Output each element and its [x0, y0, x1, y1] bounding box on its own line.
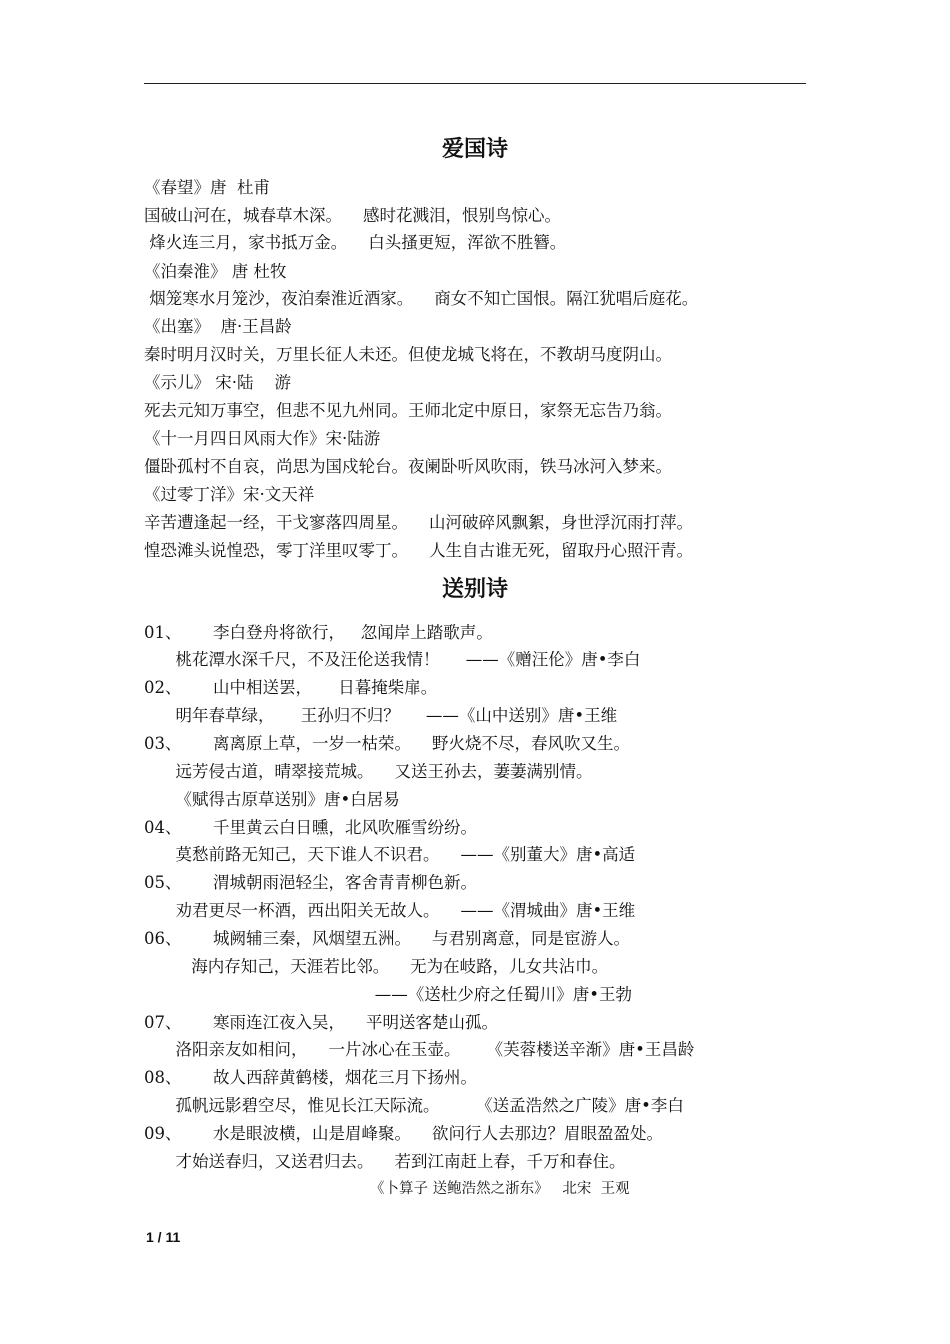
section-title-farewell: 送别诗 — [441, 577, 508, 602]
poem-line: 《泊秦淮》 唐 杜牧 — [144, 262, 287, 281]
poem-line: 明年春草绿， 王孙归不归？ ——《山中送别》唐•王维 — [144, 706, 618, 725]
poem-line: 08、 故人西辞黄鹤楼，烟花三月下扬州。 — [144, 1068, 477, 1087]
poem-line: 06、 城阙辅三秦，风烟望五洲。 与君别离意，同是宦游人。 — [144, 929, 630, 948]
poem-line: 烟笼寒水月笼沙，夜泊秦淮近酒家。 商女不知亡国恨。隔江犹唱后庭花。 — [144, 289, 699, 308]
poem-line: 04、 千里黄云白日曛，北风吹雁雪纷纷。 — [144, 818, 477, 837]
poem-attribution: 《卜算子 送鲍浩然之浙东》 北宋 王观 — [370, 1181, 630, 1197]
poem-line: 秦时明月汉时关，万里长征人未还。但使龙城飞将在，不教胡马度阴山。 — [144, 345, 672, 364]
poem-line: ——《送杜少府之任蜀川》唐•王勃 — [144, 985, 633, 1004]
poem-line: 07、 寒雨连江夜入吴， 平明送客楚山孤。 — [144, 1013, 498, 1032]
poem-line: 僵卧孤村不自哀，尚思为国戍轮台。夜阑卧听风吹雨，铁马冰河入梦来。 — [144, 457, 672, 476]
poem-line: 辛苦遭逢起一经，干戈寥落四周星。 山河破碎风飘絮，身世浮沉雨打萍。 — [144, 513, 693, 532]
poem-line: 死去元知万事空，但悲不见九州同。王师北定中原日，家祭无忘告乃翁。 — [144, 401, 672, 420]
poem-line: 海内存知己，天涯若比邻。 无为在岐路，儿女共沾巾。 — [144, 957, 609, 976]
poem-line: 洛阳亲友如相问， 一片冰心在玉壶。 《芙蓉楼送辛渐》唐•王昌龄 — [144, 1040, 695, 1059]
poem-line: 02、 山中相送罢， 日暮掩柴扉。 — [144, 678, 438, 697]
poem-line: 桃花潭水深千尺，不及汪伦送我情！ ——《赠汪伦》唐•李白 — [144, 650, 641, 669]
poem-line: 03、 离离原上草，一岁一枯荣。 野火烧不尽，春风吹又生。 — [144, 734, 630, 753]
poem-line: 05、 渭城朝雨浥轻尘，客舍青青柳色新。 — [144, 873, 477, 892]
poem-line: 莫愁前路无知己，天下谁人不识君。 ——《别董大》唐•高适 — [144, 845, 636, 864]
poem-line: 《十一月四日风雨大作》宋·陆游 — [144, 429, 381, 448]
poem-line: 《春望》唐 杜甫 — [144, 178, 270, 197]
poem-line: 劝君更尽一杯酒，西出阳关无故人。 ——《渭城曲》唐•王维 — [144, 901, 636, 920]
poem-line: 烽火连三月，家书抵万金。 白头搔更短，浑欲不胜簪。 — [144, 233, 567, 252]
page-number: 1 / 11 — [146, 1229, 181, 1245]
poem-line: 远芳侵古道，晴翠接荒城。 又送王孙去，萋萋满别情。 — [144, 762, 593, 781]
section-title-patriotic: 爱国诗 — [441, 137, 508, 162]
poem-line: 《过零丁洋》宋·文天祥 — [144, 485, 315, 504]
poem-line: 01、 李白登舟将欲行， 忽闻岸上踏歌声。 — [144, 623, 493, 642]
poem-line: 《出塞》 唐·王昌龄 — [144, 317, 292, 336]
poem-line: 《示儿》 宋·陆 游 — [144, 373, 291, 392]
header-rule — [144, 83, 806, 84]
poem-line: 国破山河在，城春草木深。 感时花溅泪，恨别鸟惊心。 — [144, 206, 561, 225]
poem-line: 《赋得古原草送别》唐•白居易 — [144, 790, 400, 809]
poem-line: 惶恐滩头说惶恐，零丁洋里叹零丁。 人生自古谁无死，留取丹心照汗青。 — [144, 541, 693, 560]
poem-line: 孤帆远影碧空尽，惟见长江天际流。 《送孟浩然之广陵》唐•李白 — [144, 1096, 684, 1115]
poem-line: 才始送春归，又送君归去。 若到江南赶上春，千万和春住。 — [144, 1152, 626, 1171]
poem-line: 09、 水是眼波横，山是眉峰聚。 欲问行人去那边？眉眼盈盈处。 — [144, 1124, 663, 1143]
